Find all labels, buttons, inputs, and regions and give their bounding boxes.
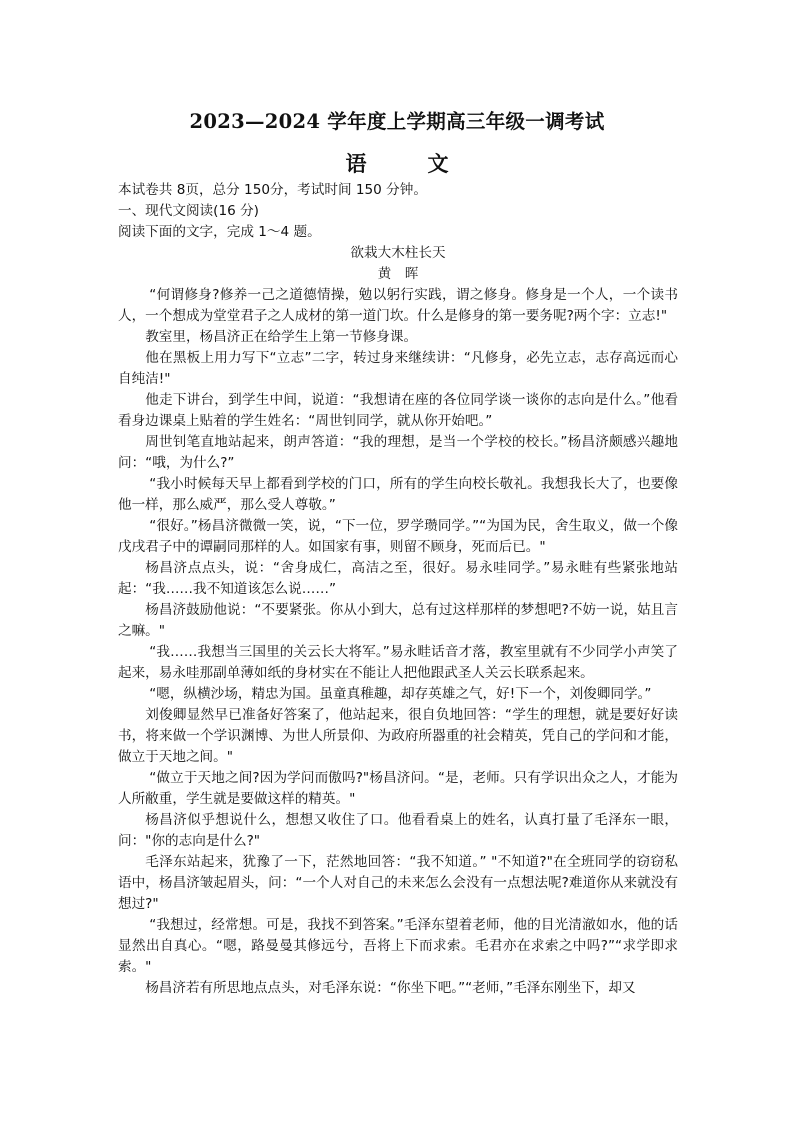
exam-info: 本试卷共 8页，总分 150分，考试时间 150 分钟。 <box>118 182 427 198</box>
article-paragraph: “做立于天地之间?因为学问而傲吗?"杨昌济问。“是，老师。只有学识出众之人，才能为人所敝重，学生就是要做这样的精英。" <box>118 770 678 807</box>
article-paragraph: 周世钊笔直地站起来，朗声答道：“我的理想，是当一个学校的校长。”杨昌济颇感兴趣地问：“哦，为什么?” <box>118 434 678 471</box>
article-paragraph: “嗯，纵横沙场，精忠为国。虽童真稚趣，却存英雄之气，好!下一个，刘俊卿同学。” <box>149 686 652 702</box>
subject-heading: 语 文 <box>345 151 469 176</box>
section-heading: 一、现代文阅读(16 分) <box>118 203 259 219</box>
article-paragraph: 杨昌济点点头，说：“舍身成仁，高洁之至，很好。易永哇同学。”易永畦有些紧张地站起：“我……我不知道该怎么说……” <box>118 560 678 597</box>
article-paragraph: “我……我想当三国里的关云长大将军。”易永畦话音才落，教室里就有不少同学小声笑了起来，易永哇那副单薄如纸的身材实在不能让人把他跟武圣人关云长联系起来。 <box>118 644 678 681</box>
article-paragraph: “我想过，经常想。可是，我找不到答案。”毛泽东望着老师，他的目光清澈如水，他的话显然出自真心。“嗯，路曼曼其修远兮，吾将上下而求索。毛君亦在求索之中吗?”“求学即求索。" <box>118 917 678 975</box>
article-author: 黄 晖 <box>377 266 419 282</box>
article-paragraph: 他在黑板上用力写下“立志”二字，转过身来继续讲：“凡修身，必先立志，志存高远而心自纯洁!" <box>118 350 678 387</box>
article-paragraph: 杨昌济若有所思地点点头，对毛泽东说：“你坐下吧。”“老师，”毛泽东刚坐下，却又 <box>145 980 636 996</box>
article-paragraph: 教室里，杨昌济正在给学生上第一节修身课。 <box>145 329 418 345</box>
exam-title: 2023—2024 学年度上学期高三年级一调考试 <box>189 110 605 133</box>
article-paragraph: 杨昌济鼓励他说：“不要紧张。你从小到大，总有过这样那样的梦想吧?不妨一说，姑且言之嘛。" <box>118 602 678 639</box>
article-paragraph: “我小时候每天早上都看到学校的门口，所有的学生向校长敬礼。我想我长大了，也要像他一样，那么威严，那么受人尊敬。” <box>118 476 678 513</box>
exam-body <box>118 180 678 999</box>
article-paragraph: 杨昌济似乎想说什么，想想又收住了口。他看看桌上的姓名，认真打量了毛泽东一眼，问："你的志向是什么?" <box>118 812 678 849</box>
article-paragraph: “很好。”杨昌济微微一笑，说，“下一位，罗学瓒同学。”“为国为民，舍生取义，做一个像戊戌君子中的谭嗣同那样的人。如国家有事，则留不顾身，死而后已。" <box>118 518 678 555</box>
article-paragraph: “何谓修身?修养一己之道德情操，勉以躬行实践，谓之修身。修身是一个人，一个读书人，一个想成为堂堂君子之人成材的第一道门坎。什么是修身的第一要务呢?两个字：立志!" <box>118 287 678 324</box>
article-paragraph: 他走下讲台，到学生中间，说道：“我想请在座的各位同学谈一谈你的志向是什么。”他看看身边课桌上贴着的学生姓名：“周世钊同学，就从你开始吧。” <box>118 392 678 429</box>
article-title: 欲栽大木柱长天 <box>350 245 446 261</box>
article-paragraph: 刘俊卿显然早已准备好答案了，他站起来，很自负地回答：“学生的理想，就是要好好读书，将来做一个学识渊博、为世人所景仰、为政府所器重的社会精英，凭自己的学问和才能，做立于天地之间。" <box>118 707 678 765</box>
article-paragraph: 毛泽东站起来，犹豫了一下，茫然地回答：“我不知道。” "不知道?"在全班同学的窃窃私语中，杨昌济皱起眉头，问：“一个人对自己的未来怎么会没有一点想法呢?难道你从来就没有想过?" <box>118 854 678 912</box>
reading-instruction: 阅读下面的文字，完成 1～4 题。 <box>118 224 321 240</box>
